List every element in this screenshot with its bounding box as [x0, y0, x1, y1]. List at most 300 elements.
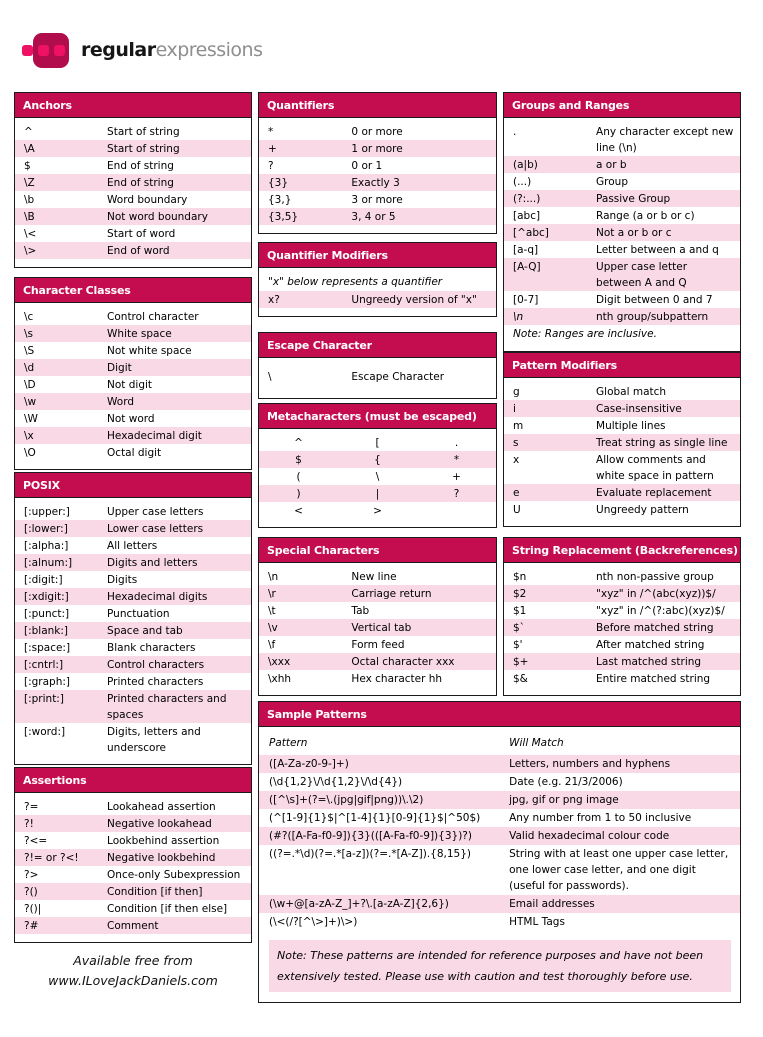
regex-token: \s: [24, 327, 34, 340]
regex-token: [:lower:]: [24, 522, 68, 535]
token-description: End of string: [107, 176, 174, 189]
symbol-row: [259, 485, 496, 502]
table-row: [504, 585, 740, 602]
regex-token: e: [513, 486, 520, 499]
regex-token: \f: [268, 638, 276, 651]
logo-square-icon: [22, 45, 33, 56]
table-row: [259, 368, 496, 385]
sample-pattern-row: [259, 827, 740, 845]
sample-pattern-row: [259, 845, 740, 895]
metacharacter: (: [296, 470, 301, 483]
table-row: [15, 140, 251, 157]
table-row: [15, 427, 251, 444]
table-row: [15, 444, 251, 461]
sample-pattern-match: jpg, gif or png image: [509, 794, 619, 806]
token-description: Start of string: [107, 142, 180, 155]
table-row: [15, 342, 251, 359]
regex-token: [:alnum:]: [24, 556, 73, 569]
table-row: [15, 376, 251, 393]
regex-token: [a-q]: [513, 243, 539, 256]
regex-token: \A: [24, 142, 35, 155]
table-row: [259, 208, 496, 225]
metacharacter: .: [454, 436, 459, 449]
table-row: [504, 602, 740, 619]
regex-token: [0-7]: [513, 293, 539, 306]
table-row: [15, 639, 251, 656]
regex-token: {3,}: [268, 193, 292, 206]
metacharacter: *: [453, 453, 460, 466]
sample-pattern: (\d{1,2}\/\d{1,2}\/\d{4}): [269, 776, 403, 788]
regex-token: [:word:]: [24, 725, 66, 738]
token-description: Last matched string: [596, 655, 702, 668]
table-row: [504, 308, 740, 325]
token-description: Start of string: [107, 125, 180, 138]
regex-token: \c: [24, 310, 34, 323]
regex-token: ?(): [24, 885, 38, 898]
section-groups-and-ranges: [503, 92, 741, 352]
table-row: [15, 571, 251, 588]
token-description: Escape Character: [351, 370, 445, 383]
table-row: [15, 325, 251, 342]
section-title: Anchors: [15, 93, 251, 118]
regex-token: \xhh: [268, 672, 292, 685]
metacharacter: [: [375, 436, 380, 449]
regex-token: [^abc]: [513, 226, 549, 239]
regex-token: m: [513, 419, 524, 432]
table-row: [504, 501, 740, 518]
table-row: [259, 157, 496, 174]
table-row: [15, 798, 251, 815]
sample-patterns-column-headers: [259, 732, 740, 755]
metacharacter: <: [294, 504, 303, 517]
regex-token: ?()|: [24, 902, 42, 915]
token-description: nth group/subpattern: [596, 310, 709, 323]
token-description: Blank characters: [107, 641, 196, 654]
table-row: [259, 585, 496, 602]
token-description: nth non-passive group: [596, 570, 714, 583]
table-row: [504, 123, 740, 156]
token-description: Not word boundary: [107, 210, 208, 223]
section-note: Note: Ranges are inclusive.: [513, 328, 657, 340]
sample-pattern: ([A-Za-z0-9-]+): [269, 758, 349, 770]
regex-token: \: [268, 370, 272, 383]
symbol-row: [259, 434, 496, 451]
regex-token: ?>: [24, 868, 39, 881]
metacharacter: >: [373, 504, 382, 517]
token-description: After matched string: [596, 638, 705, 651]
table-row: [259, 291, 496, 308]
table-row: [504, 636, 740, 653]
regex-token: $`: [513, 621, 525, 634]
column-header-will-match: Will Match: [509, 737, 564, 749]
token-description: Condition [if then]: [107, 885, 203, 898]
table-row: [15, 123, 251, 140]
section-title: Metacharacters (must be escaped): [259, 404, 496, 429]
table-row: [504, 190, 740, 207]
metacharacter: +: [452, 470, 461, 483]
section-metacharacters: [258, 403, 497, 528]
token-description: Form feed: [351, 638, 405, 651]
token-description: 3, 4 or 5: [351, 210, 396, 223]
token-description: Word: [107, 395, 135, 408]
sample-pattern: (\w+@[a-zA-Z_]+?\.[a-zA-Z]{2,6}): [269, 898, 449, 910]
token-description: Carriage return: [351, 587, 432, 600]
regex-token: \b: [24, 193, 35, 206]
regex-token: ?: [268, 159, 274, 172]
token-description: "xyz" in /^(abc(xyz))$/: [596, 587, 716, 600]
table-row: [15, 673, 251, 690]
regex-token: \r: [268, 587, 276, 600]
metacharacter: |: [375, 487, 380, 500]
metacharacter: {: [374, 453, 381, 466]
table-row: [15, 537, 251, 554]
table-row: [15, 815, 251, 832]
regex-token: \v: [268, 621, 278, 634]
regex-token: .: [513, 125, 517, 138]
token-description: Ungreedy pattern: [596, 503, 689, 516]
regex-token: \d: [24, 361, 35, 374]
section-quantifier-modifiers: [258, 242, 497, 317]
sample-pattern-match: String with at least one upper case letter, one lower case letter, and one digit (useful for passwords).: [509, 848, 729, 892]
section-posix: [14, 472, 252, 765]
table-row: [15, 242, 251, 259]
token-description: Hexadecimal digits: [107, 590, 208, 603]
table-row: [504, 619, 740, 636]
token-description: New line: [351, 570, 397, 583]
section-anchors: [14, 92, 252, 268]
table-row: [504, 224, 740, 241]
regex-token: ?!: [24, 817, 34, 830]
sample-pattern: ((?=.*\d)(?=.*[a-z])(?=.*[A-Z]).{8,15}): [269, 848, 471, 860]
regex-token: $: [24, 159, 31, 172]
table-row: [15, 359, 251, 376]
table-row: [504, 568, 740, 585]
token-description: Ungreedy version of "x": [351, 293, 477, 306]
symbol-row: [259, 502, 496, 519]
token-description: Digits: [107, 573, 138, 586]
table-row: [504, 451, 740, 484]
token-description: Group: [596, 175, 628, 188]
table-row: [15, 900, 251, 917]
table-row: [15, 866, 251, 883]
regex-token: [:upper:]: [24, 505, 70, 518]
footer-line1: Available free from: [73, 953, 193, 968]
logo-text: [81, 39, 262, 61]
section-special-characters: [258, 537, 497, 696]
token-description: Allow comments and white space in pattern: [596, 453, 714, 482]
metacharacter: ): [296, 487, 301, 500]
regex-token: *: [268, 125, 274, 138]
regex-token: $1: [513, 604, 527, 617]
regex-token: $&: [513, 672, 528, 685]
regex-token: {3}: [268, 176, 289, 189]
section-quantifiers: [258, 92, 497, 234]
table-row: [15, 690, 251, 723]
table-row: [15, 157, 251, 174]
table-row: [259, 670, 496, 687]
section-title: Special Characters: [259, 538, 496, 563]
logo-square-icon: [54, 45, 65, 56]
table-row: [504, 653, 740, 670]
table-row: [259, 123, 496, 140]
token-description: Passive Group: [596, 192, 671, 205]
regex-token: $2: [513, 587, 527, 600]
section-character-classes: [14, 277, 252, 470]
token-description: Entire matched string: [596, 672, 711, 685]
table-row: [259, 602, 496, 619]
section-title: Assertions: [15, 768, 251, 793]
token-description: Not word: [107, 412, 155, 425]
token-description: a or b: [596, 158, 627, 171]
token-description: Vertical tab: [351, 621, 412, 634]
table-row: [504, 484, 740, 501]
table-row: [15, 849, 251, 866]
table-row: [504, 258, 740, 291]
table-row: [15, 588, 251, 605]
token-description: Multiple lines: [596, 419, 666, 432]
sample-pattern-row: [259, 895, 740, 913]
table-row: [15, 554, 251, 571]
token-description: Punctuation: [107, 607, 170, 620]
token-description: Tab: [351, 604, 370, 617]
token-description: Not a or b or c: [596, 226, 672, 239]
regex-token: {3,5}: [268, 210, 299, 223]
regex-token: i: [513, 402, 516, 415]
regex-token: ?<=: [24, 834, 48, 847]
table-row: [15, 503, 251, 520]
table-row: [504, 173, 740, 190]
table-row: [15, 917, 251, 934]
regex-token: [:punct:]: [24, 607, 70, 620]
logo-word-expressions: expressions: [155, 39, 263, 61]
section-title: Groups and Ranges: [504, 93, 740, 118]
token-description: Lower case letters: [107, 522, 204, 535]
token-description: Start of word: [107, 227, 176, 240]
token-description: Octal digit: [107, 446, 162, 459]
metacharacter: $: [295, 453, 302, 466]
regex-token: ?#: [24, 919, 39, 932]
regex-token: [:digit:]: [24, 573, 63, 586]
sample-pattern-match: Date (e.g. 21/3/2006): [509, 776, 623, 788]
table-row: [504, 291, 740, 308]
table-row: [15, 191, 251, 208]
token-description: Negative lookbehind: [107, 851, 216, 864]
token-description: White space: [107, 327, 172, 340]
regex-token: (?:...): [513, 192, 541, 205]
metacharacter: [417, 503, 496, 519]
section-title: Quantifiers: [259, 93, 496, 118]
regex-token: +: [268, 142, 277, 155]
regex-logo-icon: [22, 32, 72, 69]
token-description: Upper case letters: [107, 505, 204, 518]
table-row: [504, 417, 740, 434]
table-row: [15, 308, 251, 325]
table-row: [15, 208, 251, 225]
table-row: [259, 636, 496, 653]
token-description: Word boundary: [107, 193, 188, 206]
sample-pattern: (^[1-9]{1}$|^[1-4]{1}[0-9]{1}$|^50$): [269, 812, 481, 824]
regex-token: \n: [268, 570, 279, 583]
metacharacter: ?: [453, 487, 460, 500]
token-description: 3 or more: [351, 193, 403, 206]
token-description: Lookahead assertion: [107, 800, 216, 813]
table-row: [504, 241, 740, 258]
regex-token: [:space:]: [24, 641, 71, 654]
regex-token: ?!= or ?<!: [24, 851, 79, 864]
table-row: [15, 605, 251, 622]
regex-token: $': [513, 638, 523, 651]
section-title: Pattern Modifiers: [504, 353, 740, 378]
token-description: Condition [if then else]: [107, 902, 228, 915]
token-description: 0 or more: [351, 125, 403, 138]
token-description: 0 or 1: [351, 159, 383, 172]
sample-pattern: (\<(/?[^\>]+)\>): [269, 916, 358, 928]
sample-pattern-row: [259, 791, 740, 809]
token-description: Case-insensitive: [596, 402, 682, 415]
section-title: Escape Character: [259, 333, 496, 358]
table-row: [15, 656, 251, 673]
regex-token: \t: [268, 604, 276, 617]
regex-token: x?: [268, 293, 280, 306]
token-description: Lookbehind assertion: [107, 834, 220, 847]
regex-token: (a|b): [513, 158, 538, 171]
regex-token: \>: [24, 244, 37, 257]
sample-pattern-match: Valid hexadecimal colour code: [509, 830, 670, 842]
regex-token: \x: [24, 429, 34, 442]
footer-line2: www.ILoveJackDaniels.com: [48, 973, 218, 988]
regex-token: \S: [24, 344, 35, 357]
table-row: [259, 619, 496, 636]
section-pattern-modifiers: [503, 352, 741, 527]
table-row: [259, 568, 496, 585]
token-description: Any character except new line (\n): [596, 125, 734, 154]
regex-token: [:alpha:]: [24, 539, 69, 552]
token-description: Digits, letters and underscore: [107, 725, 201, 754]
sample-pattern-match: Email addresses: [509, 898, 595, 910]
token-description: 1 or more: [351, 142, 403, 155]
logo: [22, 30, 262, 70]
token-description: Digit: [107, 361, 132, 374]
sample-pattern-row: [259, 773, 740, 791]
token-description: Global match: [596, 385, 667, 398]
logo-square-icon: [38, 45, 49, 56]
token-description: Comment: [107, 919, 159, 932]
token-description: Not digit: [107, 378, 153, 391]
sample-pattern-row: [259, 755, 740, 773]
regex-token: \w: [24, 395, 37, 408]
token-description: End of string: [107, 159, 174, 172]
regex-token: \Z: [24, 176, 35, 189]
table-row: [504, 670, 740, 687]
table-row: [15, 225, 251, 242]
regex-token: \B: [24, 210, 35, 223]
token-description: Evaluate replacement: [596, 486, 712, 499]
regex-token: \xxx: [268, 655, 291, 668]
regex-token: \n: [513, 310, 524, 323]
sample-pattern: ([^\s]+(?=\.(jpg|gif|png))\.\2): [269, 794, 424, 806]
token-description: Range (a or b or c): [596, 209, 695, 222]
regex-token: ^: [24, 125, 33, 138]
section-string-replacement: [503, 537, 741, 696]
table-row: [15, 883, 251, 900]
regex-token: (...): [513, 175, 532, 188]
table-row: [259, 191, 496, 208]
table-row: [504, 207, 740, 224]
table-row: [15, 832, 251, 849]
sample-pattern-row: [259, 913, 740, 931]
table-row: [259, 653, 496, 670]
regex-token: [:print:]: [24, 692, 64, 705]
table-row: [15, 410, 251, 427]
token-description: Space and tab: [107, 624, 183, 637]
sample-pattern-row: [259, 809, 740, 827]
regex-token: x: [513, 453, 520, 466]
token-description: Octal character xxx: [351, 655, 455, 668]
regex-token: s: [513, 436, 519, 449]
table-row: [259, 140, 496, 157]
section-title: POSIX: [15, 473, 251, 498]
regex-token: [:cntrl:]: [24, 658, 64, 671]
token-description: Letter between a and q: [596, 243, 719, 256]
symbol-row: [259, 468, 496, 485]
sample-pattern-match: Letters, numbers and hyphens: [509, 758, 671, 770]
regex-token: $+: [513, 655, 529, 668]
section-note: "x" below represents a quantifier: [268, 276, 443, 288]
token-description: Before matched string: [596, 621, 714, 634]
regex-token: \<: [24, 227, 37, 240]
regex-token: ?=: [24, 800, 39, 813]
sample-pattern: (#?([A-Fa-f0-9]){3}(([A-Fa-f0-9]){3})?): [269, 830, 472, 842]
regex-token: \O: [24, 446, 36, 459]
token-description: Not white space: [107, 344, 192, 357]
token-description: Treat string as single line: [596, 436, 728, 449]
token-description: Negative lookahead: [107, 817, 212, 830]
table-row: [259, 174, 496, 191]
token-description: Printed characters and spaces: [107, 692, 227, 721]
metacharacter: \: [375, 470, 380, 483]
table-row: [15, 723, 251, 756]
regex-token: [:xdigit:]: [24, 590, 69, 603]
regex-token: \D: [24, 378, 36, 391]
table-row: [504, 156, 740, 173]
token-description: All letters: [107, 539, 158, 552]
table-row: [15, 174, 251, 191]
sample-pattern-match: HTML Tags: [509, 916, 565, 928]
regex-token: [:blank:]: [24, 624, 69, 637]
symbol-row: [259, 451, 496, 468]
section-sample-patterns: [258, 701, 741, 1003]
regex-token: $n: [513, 570, 527, 583]
section-title: Quantifier Modifiers: [259, 243, 496, 268]
logo-word-regular: regular: [81, 39, 156, 61]
table-row: [15, 393, 251, 410]
token-description: Printed characters: [107, 675, 204, 688]
regex-token: \W: [24, 412, 38, 425]
table-row: [504, 434, 740, 451]
section-note: Note: These patterns are intended for reference purposes and have not been extensively tested. Please use with caution and test thoroughly before use.: [269, 940, 731, 992]
token-description: Digits and letters: [107, 556, 198, 569]
table-row: [15, 520, 251, 537]
token-description: Digit between 0 and 7: [596, 293, 713, 306]
token-description: Upper case letter between A and Q: [596, 260, 688, 289]
token-description: Exactly 3: [351, 176, 400, 189]
section-title: String Replacement (Backreferences): [504, 538, 740, 563]
token-description: Hexadecimal digit: [107, 429, 202, 442]
token-description: Control characters: [107, 658, 205, 671]
section-assertions: [14, 767, 252, 943]
table-row: [504, 400, 740, 417]
regex-token: U: [513, 503, 521, 516]
